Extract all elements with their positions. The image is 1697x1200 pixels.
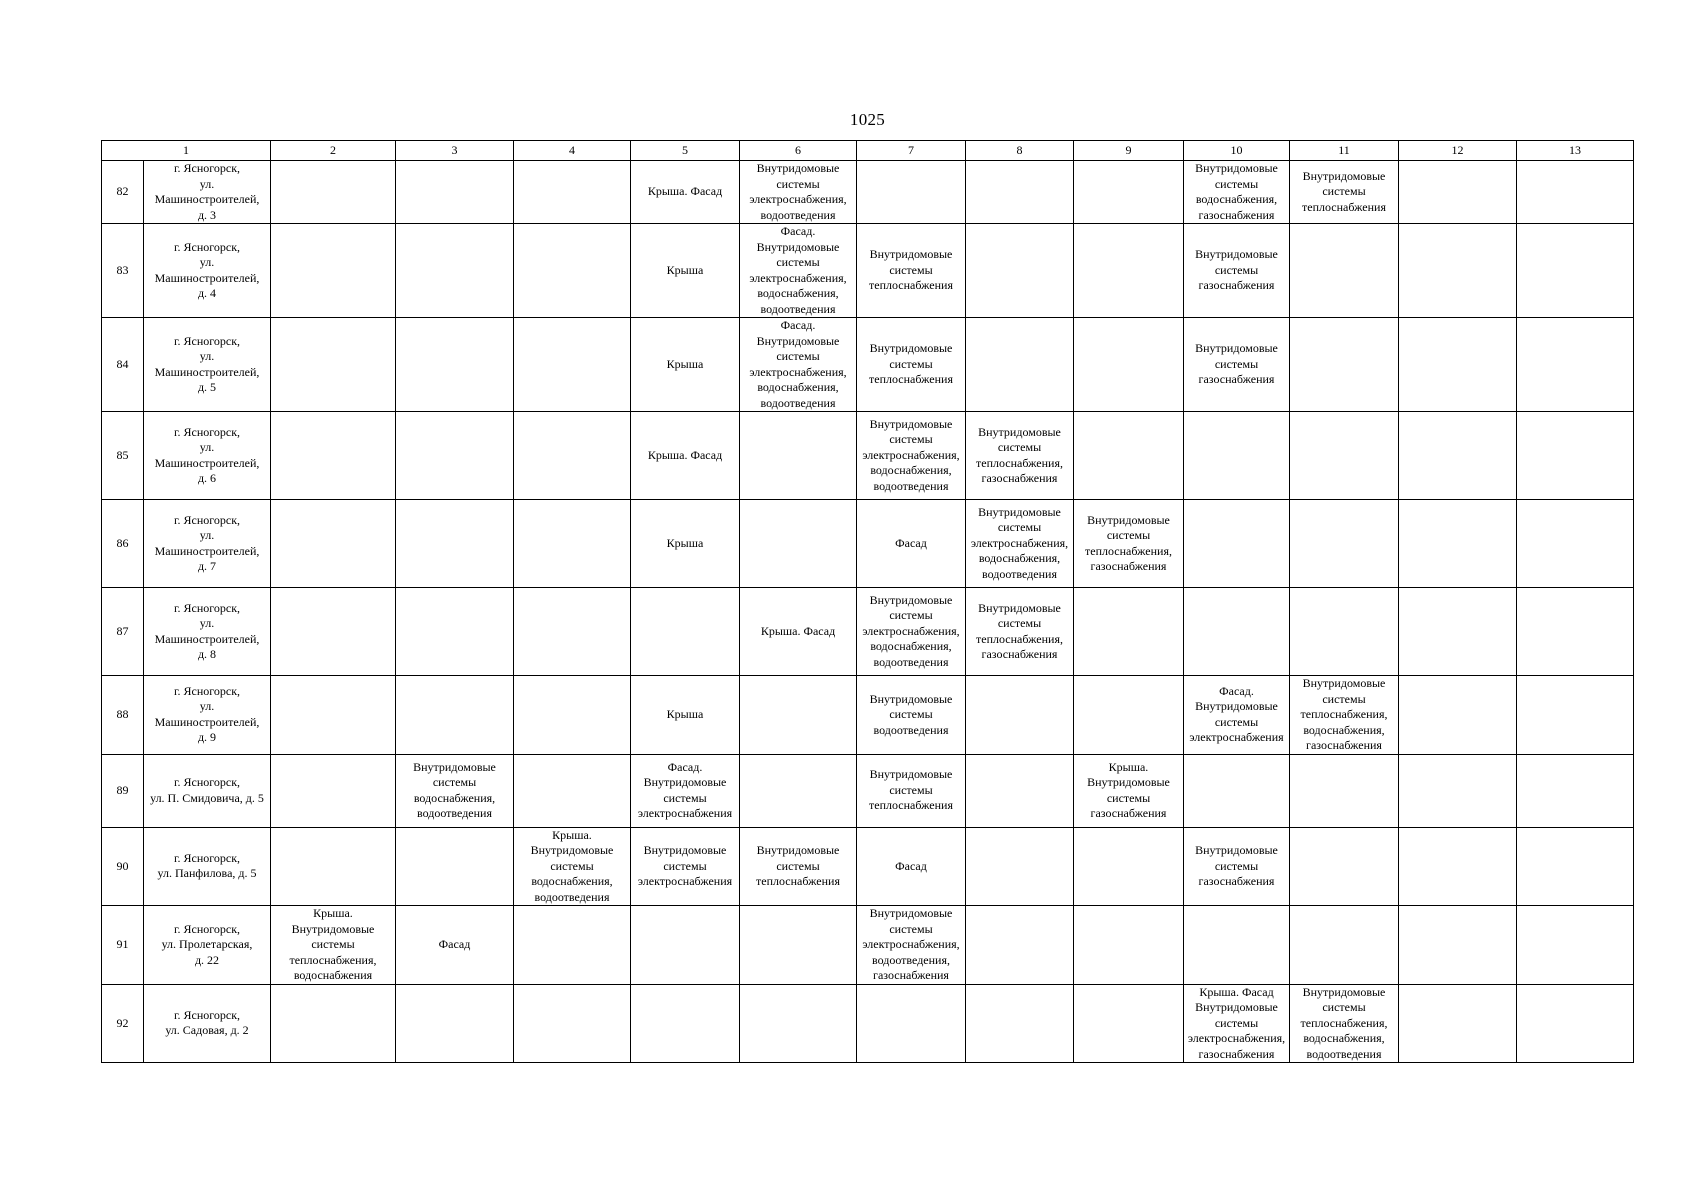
work-cell xyxy=(1184,318,1290,412)
work-cell xyxy=(966,827,1074,906)
work-cell xyxy=(396,318,514,412)
column-header: 10 xyxy=(1184,141,1290,161)
work-cell xyxy=(396,676,514,755)
work-cell xyxy=(1517,827,1634,906)
work-cell xyxy=(966,676,1074,755)
work-cell xyxy=(857,984,966,1063)
work-cell xyxy=(396,754,514,827)
work-text: Внутридомовые системы газоснабжения xyxy=(1195,843,1278,888)
address-cell xyxy=(144,754,271,827)
work-cell xyxy=(1184,906,1290,985)
table-header xyxy=(102,141,1634,161)
work-cell xyxy=(857,318,966,412)
work-cell xyxy=(1074,500,1184,588)
work-cell xyxy=(1517,984,1634,1063)
row-number: 90 xyxy=(102,827,144,906)
work-cell xyxy=(396,984,514,1063)
work-cell xyxy=(1399,412,1517,500)
work-cell xyxy=(631,827,740,906)
row-number: 91 xyxy=(102,906,144,985)
work-cell xyxy=(857,161,966,224)
work-cell xyxy=(514,984,631,1063)
work-text: Крыша. Фасад xyxy=(760,623,836,638)
work-cell xyxy=(1290,161,1399,224)
work-text: Внутридомовые системы электроснабжения, водоснабжения, водоотведения xyxy=(862,416,960,493)
work-cell xyxy=(966,318,1074,412)
work-cell xyxy=(857,412,966,500)
work-cell xyxy=(1399,318,1517,412)
work-cell xyxy=(631,676,740,755)
work-cell xyxy=(1184,754,1290,827)
work-cell xyxy=(740,676,857,755)
work-cell xyxy=(1290,827,1399,906)
work-text: Внутридомовые системы теплоснабжения xyxy=(756,843,840,888)
work-cell xyxy=(1290,500,1399,588)
work-cell xyxy=(631,412,740,500)
work-cell xyxy=(631,318,740,412)
work-cell xyxy=(1517,161,1634,224)
work-cell xyxy=(1184,676,1290,755)
address-text: г. Ясногорск, ул. Машиностроителей, д. 3 xyxy=(154,161,260,222)
work-cell xyxy=(1074,224,1184,318)
row-number: 87 xyxy=(102,588,144,676)
row-number: 92 xyxy=(102,984,144,1063)
work-cell xyxy=(514,224,631,318)
work-text: Внутридомовые системы водоотведения xyxy=(869,691,953,737)
work-cell xyxy=(857,224,966,318)
work-cell xyxy=(740,500,857,588)
work-cell xyxy=(1399,676,1517,755)
work-cell xyxy=(271,827,396,906)
work-cell xyxy=(514,412,631,500)
work-cell xyxy=(514,676,631,755)
column-number-row xyxy=(102,141,1634,161)
work-cell xyxy=(1290,906,1399,985)
repair-schedule-table xyxy=(101,140,1634,1063)
work-cell xyxy=(514,827,631,906)
work-cell xyxy=(966,588,1074,676)
work-cell xyxy=(514,161,631,224)
address-cell xyxy=(144,161,271,224)
address-cell xyxy=(144,906,271,985)
work-text: Внутридомовые системы электроснабжения xyxy=(637,843,733,888)
work-cell xyxy=(1184,500,1290,588)
work-cell xyxy=(396,588,514,676)
work-cell xyxy=(1184,588,1290,676)
work-cell xyxy=(396,906,514,985)
work-cell xyxy=(514,500,631,588)
column-header: 8 xyxy=(966,141,1074,161)
work-cell xyxy=(271,224,396,318)
work-cell xyxy=(631,906,740,985)
work-cell xyxy=(1074,676,1184,755)
work-cell xyxy=(740,827,857,906)
work-cell xyxy=(1517,412,1634,500)
work-text: Фасад. Внутридомовые системы электроснабжения, водоснабжения, водоотведения xyxy=(749,318,847,410)
work-cell xyxy=(1517,676,1634,755)
work-cell xyxy=(966,984,1074,1063)
work-cell xyxy=(631,588,740,676)
column-header: 2 xyxy=(271,141,396,161)
work-cell xyxy=(271,984,396,1063)
work-text: Внутридомовые системы теплоснабжения xyxy=(869,247,953,293)
work-cell xyxy=(1517,500,1634,588)
table-row xyxy=(102,827,1634,906)
work-cell xyxy=(1399,588,1517,676)
work-cell xyxy=(857,827,966,906)
work-text: Фасад. Внутридомовые системы электроснабжения, водоснабжения, водоотведения xyxy=(749,224,847,316)
work-cell xyxy=(857,906,966,985)
work-cell xyxy=(966,906,1074,985)
address-text: г. Ясногорск, ул. Машиностроителей, д. 8 xyxy=(154,600,260,661)
work-cell xyxy=(740,224,857,318)
address-cell xyxy=(144,412,271,500)
work-cell xyxy=(514,906,631,985)
work-text: Внутридомовые системы теплоснабжения, газоснабжения xyxy=(976,424,1063,485)
work-cell xyxy=(631,984,740,1063)
work-cell xyxy=(966,754,1074,827)
work-text: Внутридомовые системы теплоснабжения, газоснабжения xyxy=(1085,512,1172,573)
work-text: Внутридомовые системы электроснабжения, водоснабжения, водоотведения xyxy=(862,592,960,669)
work-cell xyxy=(857,754,966,827)
work-text: Крыша. Внутридомовые системы теплоснабжения, водоснабжения xyxy=(289,906,377,982)
work-cell xyxy=(271,500,396,588)
table-row xyxy=(102,676,1634,755)
work-cell xyxy=(514,754,631,827)
work-cell xyxy=(631,224,740,318)
work-text: Крыша xyxy=(666,535,704,550)
work-cell xyxy=(631,161,740,224)
work-cell xyxy=(740,412,857,500)
address-cell xyxy=(144,588,271,676)
work-cell xyxy=(1290,984,1399,1063)
column-header: 13 xyxy=(1517,141,1634,161)
row-number: 88 xyxy=(102,676,144,755)
work-cell xyxy=(631,500,740,588)
work-cell xyxy=(1074,318,1184,412)
row-number: 83 xyxy=(102,224,144,318)
work-cell xyxy=(271,754,396,827)
column-header: 4 xyxy=(514,141,631,161)
work-cell xyxy=(740,588,857,676)
work-text: Крыша. Внутридомовые системы водоснабжения, водоотведения xyxy=(530,827,614,904)
work-text: Внутридомовые системы теплоснабжения, газоснабжения xyxy=(976,600,1063,661)
work-cell xyxy=(396,827,514,906)
work-text: Внутридомовые системы газоснабжения xyxy=(1195,247,1278,293)
work-cell xyxy=(1074,754,1184,827)
work-cell xyxy=(1290,588,1399,676)
work-cell xyxy=(1399,906,1517,985)
column-header: 1 xyxy=(102,141,271,161)
address-cell xyxy=(144,676,271,755)
work-text: Крыша. Фасад Внутридомовые системы электроснабжения, газоснабжения xyxy=(1187,984,1286,1061)
work-cell xyxy=(1074,588,1184,676)
work-cell xyxy=(271,906,396,985)
work-text: Крыша. Фасад xyxy=(647,184,723,199)
work-text: Внутридомовые системы водоснабжения, газоснабжения xyxy=(1195,161,1278,222)
work-cell xyxy=(740,161,857,224)
column-header: 12 xyxy=(1399,141,1517,161)
address-text: г. Ясногорск, ул. Садовая, д. 2 xyxy=(165,1007,249,1038)
address-text: г. Ясногорск, ул. Машиностроителей, д. 9 xyxy=(154,683,260,745)
table-row xyxy=(102,224,1634,318)
table-row xyxy=(102,588,1634,676)
work-cell xyxy=(396,500,514,588)
work-cell xyxy=(1399,500,1517,588)
column-header: 11 xyxy=(1290,141,1399,161)
work-cell xyxy=(740,318,857,412)
table-row xyxy=(102,161,1634,224)
work-cell xyxy=(1290,224,1399,318)
work-text: Крыша xyxy=(666,707,704,721)
work-cell xyxy=(514,318,631,412)
work-cell xyxy=(1074,906,1184,985)
work-cell xyxy=(1184,161,1290,224)
address-text: г. Ясногорск, ул. Машиностроителей, д. 4 xyxy=(154,239,260,300)
work-cell xyxy=(271,676,396,755)
table-row xyxy=(102,318,1634,412)
page-number: 1025 xyxy=(849,110,886,129)
work-cell xyxy=(1074,827,1184,906)
work-cell xyxy=(740,906,857,985)
work-cell xyxy=(1184,412,1290,500)
work-cell xyxy=(396,161,514,224)
table-row xyxy=(102,754,1634,827)
work-text: Внутридомовые системы теплоснабжения, водоснабжения, водоотведения xyxy=(1300,984,1388,1061)
work-text: Крыша xyxy=(666,356,704,371)
work-cell xyxy=(857,588,966,676)
work-cell xyxy=(857,676,966,755)
column-header: 7 xyxy=(857,141,966,161)
work-cell xyxy=(966,161,1074,224)
work-text: Крыша. Фасад xyxy=(647,447,723,462)
work-cell xyxy=(1517,588,1634,676)
address-cell xyxy=(144,500,271,588)
column-header: 9 xyxy=(1074,141,1184,161)
work-cell xyxy=(1290,318,1399,412)
work-text: Внутридомовые системы теплоснабжения xyxy=(869,767,953,813)
work-cell xyxy=(1290,412,1399,500)
work-text: Фасад. Внутридомовые системы электроснабжения xyxy=(1189,683,1284,745)
work-text: Внутридомовые системы водоснабжения, водоотведения xyxy=(413,759,496,820)
work-cell xyxy=(631,754,740,827)
work-text: Фасад xyxy=(895,535,927,550)
work-cell xyxy=(396,412,514,500)
row-number: 89 xyxy=(102,754,144,827)
table-row xyxy=(102,906,1634,985)
work-text: Внутридомовые системы электроснабжения, водоснабжения, водоотведения xyxy=(970,504,1069,581)
address-cell xyxy=(144,224,271,318)
column-header: 5 xyxy=(631,141,740,161)
work-cell xyxy=(1074,161,1184,224)
work-text: Внутридомовые системы электроснабжения, водоотведения xyxy=(749,161,847,222)
work-cell xyxy=(966,412,1074,500)
address-cell xyxy=(144,827,271,906)
work-cell xyxy=(740,754,857,827)
table-body xyxy=(102,161,1634,1063)
work-cell xyxy=(1517,906,1634,985)
work-cell xyxy=(1399,827,1517,906)
address-cell xyxy=(144,984,271,1063)
work-cell xyxy=(857,500,966,588)
column-header: 6 xyxy=(740,141,857,161)
work-cell xyxy=(1517,754,1634,827)
table-row xyxy=(102,984,1634,1063)
work-cell xyxy=(514,588,631,676)
work-cell xyxy=(966,500,1074,588)
work-cell xyxy=(1517,318,1634,412)
address-text: г. Ясногорск, ул. Панфилова, д. 5 xyxy=(157,850,257,881)
work-cell xyxy=(740,984,857,1063)
work-text: Внутридомовые системы электроснабжения, водоотведения, газоснабжения xyxy=(862,906,960,982)
address-text: г. Ясногорск, ул. Машиностроителей, д. 6 xyxy=(154,424,260,485)
table-row xyxy=(102,500,1634,588)
work-cell xyxy=(271,318,396,412)
address-text: г. Ясногорск, ул. Машиностроителей, д. 7 xyxy=(154,512,260,573)
work-cell xyxy=(1290,754,1399,827)
work-text: Крыша. Внутридомовые системы газоснабжения xyxy=(1087,759,1170,820)
work-cell xyxy=(1399,161,1517,224)
column-header: 3 xyxy=(396,141,514,161)
work-cell xyxy=(1184,984,1290,1063)
work-cell xyxy=(271,161,396,224)
work-text: Крыша xyxy=(666,262,704,277)
work-text: Внутридомовые системы теплоснабжения xyxy=(1302,168,1386,214)
row-number: 85 xyxy=(102,412,144,500)
work-cell xyxy=(1184,224,1290,318)
work-cell xyxy=(1517,224,1634,318)
work-cell xyxy=(271,588,396,676)
address-text: г. Ясногорск, ул. Пролетарская, д. 22 xyxy=(161,921,253,967)
work-cell xyxy=(1399,224,1517,318)
work-cell xyxy=(1184,827,1290,906)
table-row xyxy=(102,412,1634,500)
address-text: г. Ясногорск, ул. П. Смидовича, д. 5 xyxy=(150,775,264,805)
work-text: Фасад xyxy=(895,858,927,873)
row-number: 82 xyxy=(102,161,144,224)
address-text: г. Ясногорск, ул. Машиностроителей, д. 5 xyxy=(154,333,260,394)
work-text: Фасад xyxy=(438,937,471,951)
work-cell xyxy=(966,224,1074,318)
work-cell xyxy=(396,224,514,318)
work-text: Внутридомовые системы газоснабжения xyxy=(1195,341,1278,387)
work-cell xyxy=(271,412,396,500)
work-cell xyxy=(1074,984,1184,1063)
work-cell xyxy=(1290,676,1399,755)
row-number: 86 xyxy=(102,500,144,588)
work-text: Фасад. Внутридомовые системы электроснабжения xyxy=(637,759,733,820)
work-cell xyxy=(1399,984,1517,1063)
address-cell xyxy=(144,318,271,412)
work-cell xyxy=(1399,754,1517,827)
row-number: 84 xyxy=(102,318,144,412)
work-text: Внутридомовые системы теплоснабжения xyxy=(869,341,953,387)
work-cell xyxy=(1074,412,1184,500)
work-text: Внутридомовые системы теплоснабжения, водоснабжения, газоснабжения xyxy=(1300,676,1388,752)
